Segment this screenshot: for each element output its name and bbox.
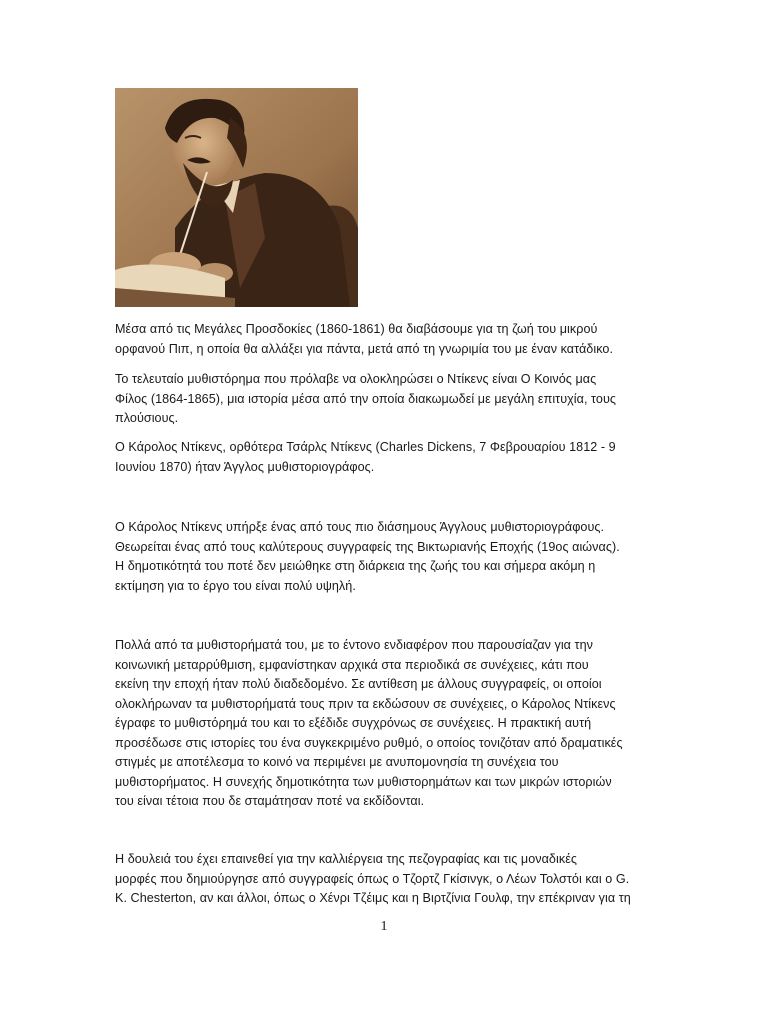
paragraph-legacy xyxy=(115,850,655,909)
text-line: κοινωνική μεταρρύθμιση, εμφανίστηκαν αρχικά στα περιοδικά σε συνέχειες, κάτι που xyxy=(115,657,589,672)
text-line: Θεωρείται ένας από τους καλύτερους συγγραφείς της Βικτωριανής Εποχής (19ος αιώνας). xyxy=(115,539,620,554)
paragraph-great-expectations xyxy=(115,320,655,359)
paragraph-serialization xyxy=(115,636,655,812)
text-line: στιγμές με αποτέλεσμα το κοινό να περιμένει με ανυπομονησία τη συνέχεια του xyxy=(115,755,559,769)
text-line: εκτίμηση για το έργο του είναι πολύ υψηλή. xyxy=(115,578,356,593)
paragraph-fame xyxy=(115,518,655,596)
text-line: Ιουνίου 1870) ήταν Άγγλος μυθιστοριογράφος. xyxy=(115,459,375,474)
text-line: Μέσα από τις Μεγάλες Προσδοκίες (1860-1861) θα διαβάσουμε για τη ζωή του μικρού xyxy=(115,322,598,336)
text-line: μορφές που δημιούργησε από συγγραφείς όπως ο Τζορτζ Γκίσινγκ, ο Λέων Τολστόι και ο G. xyxy=(115,871,630,886)
text-line: Πολλά από τα μυθιστορήματά του, με το έντονο ενδιαφέρον που παρουσίαζαν για την xyxy=(115,638,593,652)
paragraph-our-mutual-friend xyxy=(115,370,655,429)
text-line: K. Chesterton, αν και άλλοι, όπως ο Χένρι Τζέιμς και η Βιρτζίνια Γουλφ, την επέκριναν για τη xyxy=(115,891,631,905)
text-line: Ο Κάρολος Ντίκενς, ορθότερα Τσάρλς Ντίκενς (Charles Dickens, 7 Φεβρουαρίου 1812 - 9 xyxy=(115,440,616,454)
text-line: του είναι τέτοια που δε σταμάτησαν ποτέ να εκδίδονται. xyxy=(115,794,425,808)
text-line: Ο Κάρολος Ντίκενς υπήρξε ένας από τους πιο διάσημους Άγγλους μυθιστοριογράφους. xyxy=(115,520,605,534)
text-line: έγραφε το μυθιστόρημά του και το εξέδιδε συγχρόνως σε συνέχειες. Η πρακτική αυτή xyxy=(115,716,592,730)
text-line: Η δουλειά του έχει επαινεθεί για την καλλιέργεια της πεζογραφίας και τις μοναδικές xyxy=(115,852,577,866)
text-line: Η δημοτικότητά του ποτέ δεν μειώθηκε στη διάρκεια της ζωής του και σήμερα ακόμη η xyxy=(115,559,596,573)
text-line: ολοκλήρωναν τα μυθιστορήματά τους πριν τα εκδώσουν σε συνέχειες, ο Κάρολος Ντίκενς xyxy=(115,696,616,711)
paragraph-biography-intro xyxy=(115,438,655,477)
text-line: Το τελευταίο μυθιστόρημα που πρόλαβε να ολοκληρώσει ο Ντίκενς είναι Ο Κοινός μας xyxy=(115,372,597,386)
author-portrait-image xyxy=(115,88,358,307)
page-number: 1 xyxy=(380,919,388,934)
portrait-photo xyxy=(115,88,358,307)
text-line: προσέδωσε στις ιστορίες του ένα συγκεκριμένο ρυθμό, ο οποίος τονιζόταν από δραματικές xyxy=(115,735,623,750)
text-line: Φίλος (1864-1865), μια ιστορία μέσα από την οποία διακωμωδεί με μεγάλη επιτυχία, τους xyxy=(115,391,617,406)
text-line: ορφανού Πιπ, η οποία θα αλλάξει για πάντα, μετά από τη γνωριμία του με έναν κατάδικο. xyxy=(115,341,614,356)
text-line: εκείνη την εποχή ήταν πολύ διαδεδομένο. Σε αντίθεση με άλλους συγγραφείς, οι οποίοι xyxy=(115,677,602,691)
text-line: μυθιστορήματος. Η συνεχής δημοτικότητα των μυθιστορημάτων και των μικρών ιστοριών xyxy=(115,774,612,789)
text-line: πλούσιους. xyxy=(115,411,179,425)
